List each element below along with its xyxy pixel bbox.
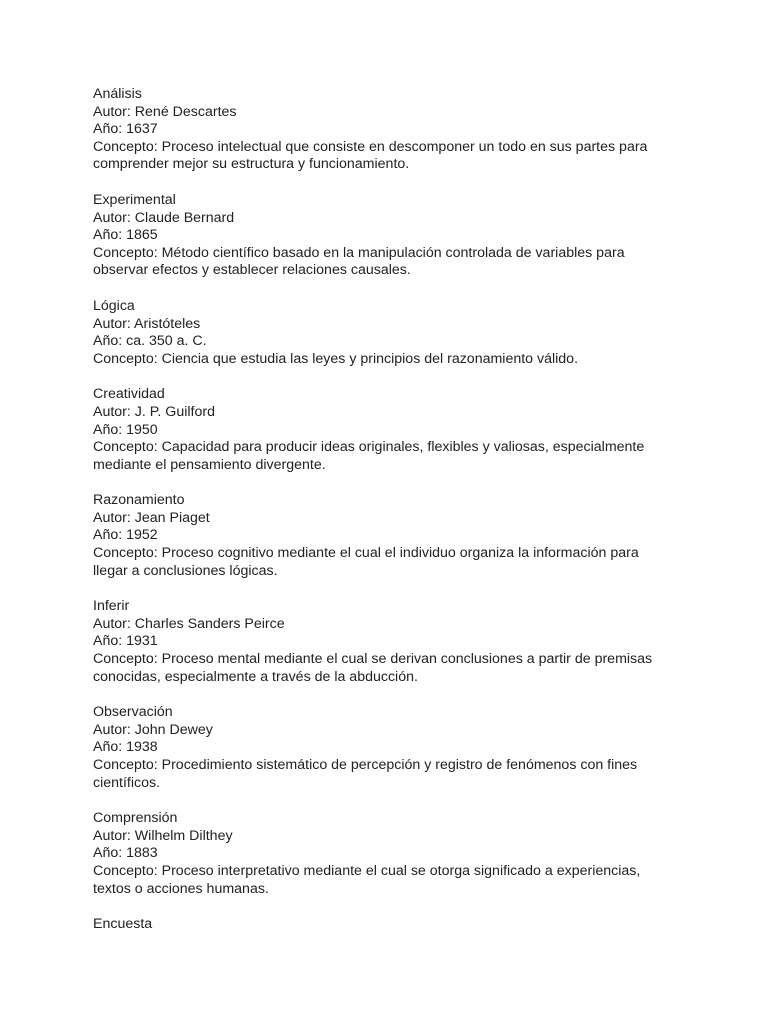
entry-author: Autor: Jean Piaget — [93, 509, 210, 526]
entry-term: Encuesta — [93, 916, 153, 933]
entry-concept: Concepto: Proceso intelectual que consiste en descomponer un todo en sus partes para comprender mejor su estructura y funcionamiento. — [93, 138, 648, 173]
entry-analisis — [93, 86, 673, 174]
entry-term: Comprensión — [93, 810, 178, 827]
entry-inferir — [93, 598, 673, 686]
entry-author: Autor: Claude Bernard — [93, 209, 235, 226]
entry-observacion — [93, 704, 673, 792]
entry-concept: Concepto: Capacidad para producir ideas originales, flexibles y valiosas, especialmente mediante el pensamiento divergente. — [93, 439, 645, 473]
entry-logica — [93, 298, 673, 368]
entry-author: Autor: René Descartes — [93, 103, 237, 120]
entry-concept: Concepto: Procedimiento sistemático de percepción y registro de fenómenos con fines científicos. — [93, 757, 638, 791]
entry-author: Autor: J. P. Guilford — [93, 403, 215, 420]
entry-year: Año: 1950 — [93, 421, 158, 438]
entry-year: Año: 1865 — [93, 227, 158, 244]
entry-creatividad — [93, 386, 673, 474]
entry-term: Lógica — [93, 297, 135, 314]
entry-concept: Concepto: Proceso interpretativo mediante el cual se otorga significado a experiencias, textos o acciones humanas. — [93, 862, 641, 897]
entry-year: Año: 1883 — [93, 845, 158, 862]
entry-author: Autor: Aristóteles — [93, 315, 201, 332]
document-page — [93, 86, 673, 952]
entry-comprension — [93, 810, 673, 898]
entry-concept: Concepto: Proceso mental mediante el cual se derivan conclusiones a partir de premisas conocidas, especialmente a través de la abducción. — [93, 651, 653, 685]
entry-encuesta — [93, 916, 673, 934]
entry-term: Análisis — [93, 86, 142, 102]
entry-year: Año: 1952 — [93, 527, 158, 544]
entry-year: Año: 1931 — [93, 633, 158, 650]
entry-concept: Concepto: Método científico basado en la manipulación controlada de variables para observar efectos y establecer relaciones causales. — [93, 244, 625, 279]
entry-term: Inferir — [93, 598, 130, 615]
entry-term: Observación — [93, 704, 173, 721]
entry-term: Experimental — [93, 191, 176, 208]
entry-term: Creatividad — [93, 386, 165, 403]
entry-author: Autor: Wilhelm Dilthey — [93, 827, 233, 844]
entry-year: Año: 1637 — [93, 121, 158, 138]
entry-concept: Concepto: Ciencia que estudia las leyes y principios del razonamiento válido. — [93, 350, 579, 367]
entry-term: Razonamiento — [93, 492, 185, 509]
entry-author: Autor: John Dewey — [93, 721, 213, 738]
entry-author: Autor: Charles Sanders Peirce — [93, 615, 285, 632]
entry-year: Año: ca. 350 a. C. — [93, 333, 207, 350]
entry-razonamiento — [93, 492, 673, 580]
entry-concept: Concepto: Proceso cognitivo mediante el cual el individuo organiza la información para llegar a conclusiones lógicas. — [93, 545, 639, 579]
entry-year: Año: 1938 — [93, 739, 158, 756]
entry-experimental — [93, 192, 673, 280]
